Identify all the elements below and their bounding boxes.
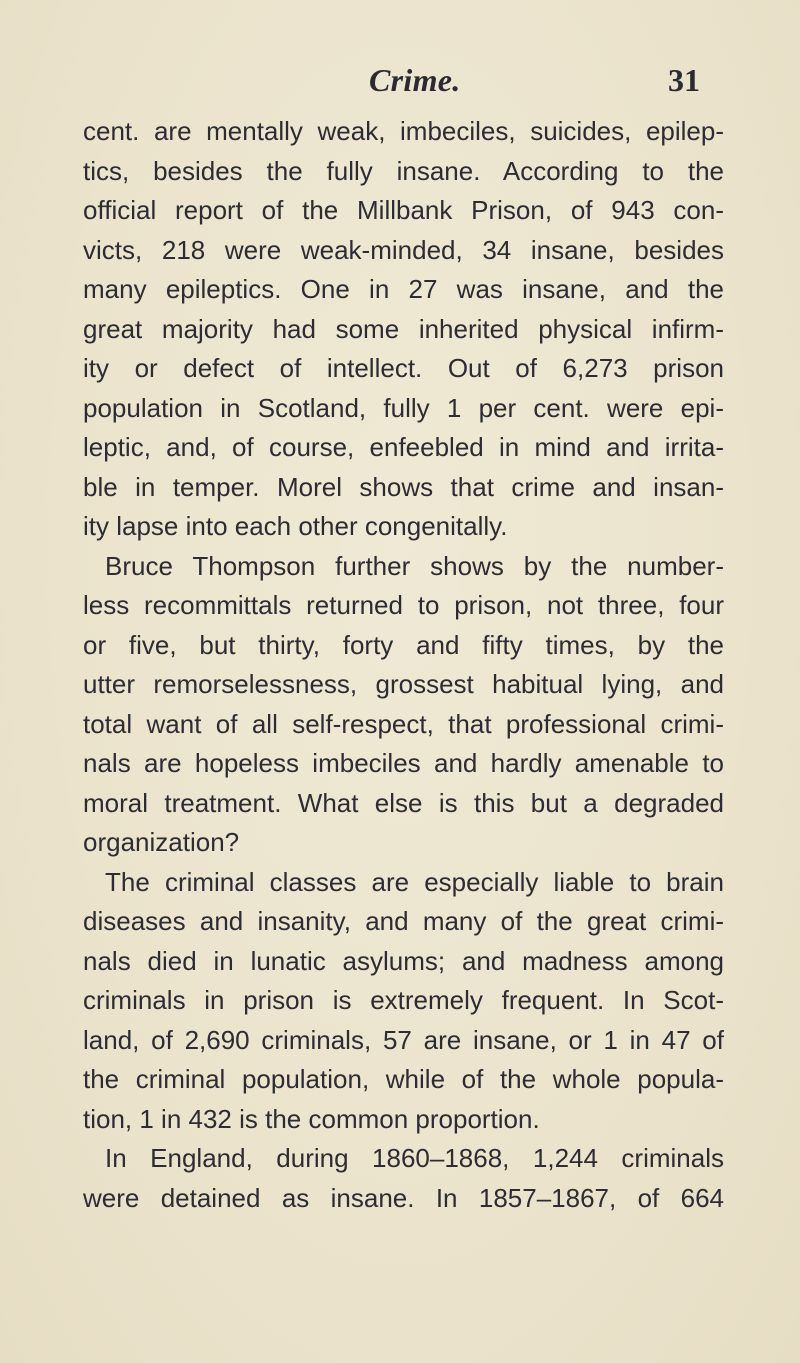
text-line: population in Scotland, fully 1 per cent. were epi- bbox=[83, 392, 724, 423]
text-line: ity lapse into each other congenitally. bbox=[83, 511, 508, 541]
page-number: 31 bbox=[668, 62, 700, 98]
text-line: many epileptics. One in 27 was insane, and the bbox=[83, 274, 724, 304]
text-line: leptic, and, of course, enfeebled in mind and irrita- bbox=[83, 432, 724, 462]
text-line: tics, besides the fully insane. According to the bbox=[83, 155, 724, 186]
text-line: moral treatment. What else is this but a degraded bbox=[83, 787, 724, 818]
text-line: were detained as insane. In 1857–1867, of 664 bbox=[83, 1182, 724, 1213]
text-line: tion, 1 in 432 is the common proportion. bbox=[83, 1103, 540, 1134]
text-line: In England, during 1860–1868, 1,244 criminals bbox=[105, 1143, 724, 1173]
text-line: diseases and insanity, and many of the great crimi- bbox=[83, 906, 724, 936]
text-line: land, of 2,690 criminals, 57 are insane, or 1 in 47 of bbox=[83, 1024, 724, 1055]
text-line: cent. are mentally weak, imbeciles, suicides, epilep- bbox=[83, 116, 724, 146]
text-line: ity or defect of intellect. Out of 6,273 prison bbox=[83, 353, 724, 383]
text-line: organization? bbox=[83, 827, 240, 857]
text-line: total want of all self-respect, that professional crimi- bbox=[83, 708, 724, 739]
text-line: less recommittals returned to prison, not three, four bbox=[83, 590, 724, 620]
text-line: utter remorselessness, grossest habitual lying, and bbox=[83, 669, 724, 699]
text-line: The criminal classes are especially liable to brain bbox=[105, 866, 724, 897]
text-line: Bruce Thompson further shows by the number- bbox=[105, 550, 724, 581]
text-line: nals died in lunatic asylums; and madness among bbox=[83, 945, 724, 976]
text-line: great majority had some inherited physical infirm- bbox=[83, 313, 724, 344]
text-line: criminals in prison is extremely frequent. In Scot- bbox=[83, 985, 724, 1015]
text-line: the criminal population, while of the whole popula- bbox=[83, 1064, 724, 1094]
text-line: ble in temper. Morel shows that crime and insan- bbox=[83, 471, 724, 502]
text-line: victs, 218 were weak-minded, 34 insane, besides bbox=[83, 234, 724, 265]
text-line: official report of the Millbank Prison, of 943 con- bbox=[83, 195, 724, 225]
text-line: or five, but thirty, forty and fifty times, by the bbox=[83, 629, 724, 660]
running-head bbox=[83, 58, 724, 102]
text-line: nals are hopeless imbeciles and hardly amenable to bbox=[83, 748, 724, 778]
body-text bbox=[83, 112, 724, 1218]
running-title: Crime. bbox=[369, 62, 461, 98]
